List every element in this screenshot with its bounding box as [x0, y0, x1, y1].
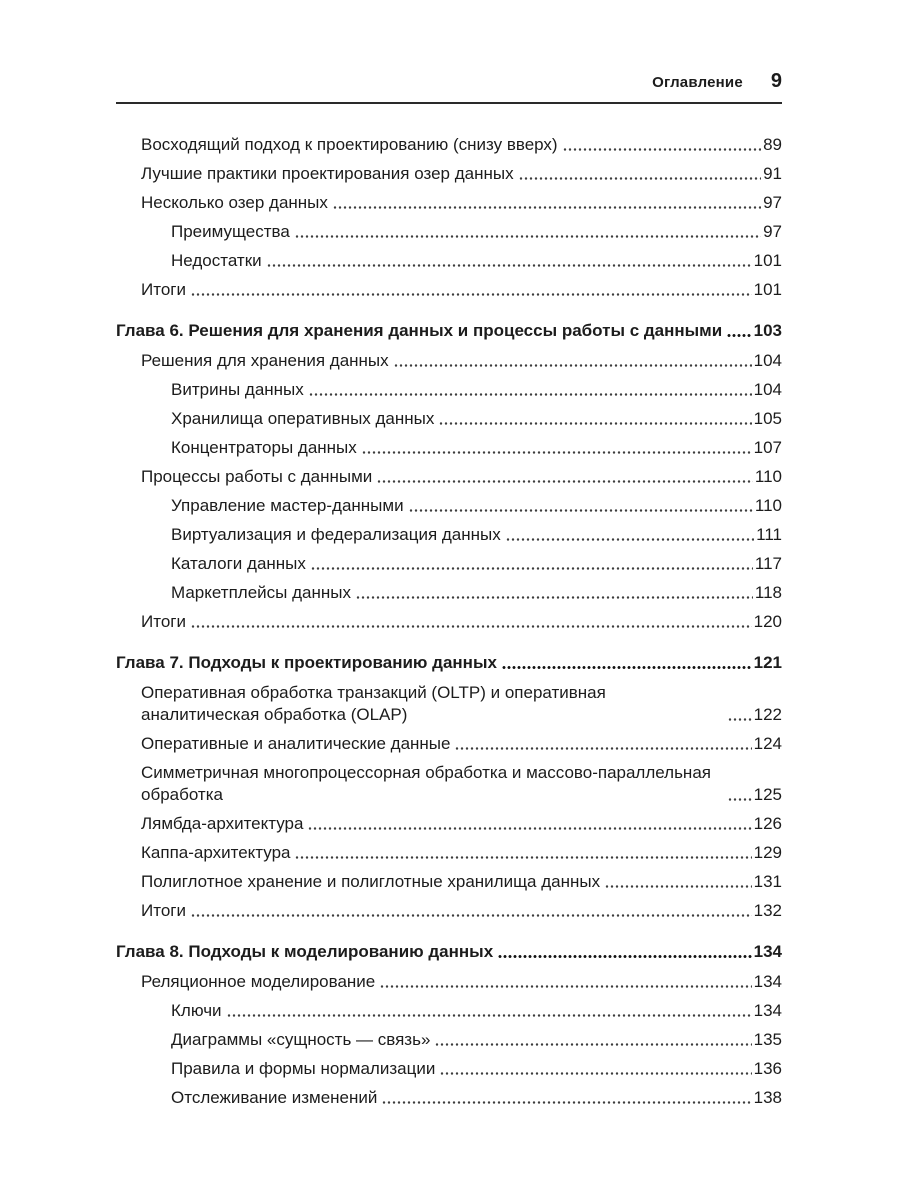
- toc-entry-page: 110: [754, 467, 782, 486]
- dot-leader: [605, 884, 752, 889]
- toc-entry: [141, 813, 782, 835]
- toc-entry-title: Ключи: [171, 1001, 222, 1020]
- toc-entry-title: Витрины данных: [171, 380, 304, 399]
- toc-entry-title: Решения для хранения данных: [141, 351, 389, 370]
- toc-entry: [141, 466, 782, 488]
- dot-leader: [440, 1071, 751, 1076]
- toc-entry-page: 125: [753, 785, 782, 804]
- toc-entry-page: 124: [753, 734, 782, 753]
- toc-entry: [141, 163, 782, 185]
- toc-entry: [141, 900, 782, 922]
- dot-leader: [362, 450, 752, 455]
- toc-entry: [141, 842, 782, 864]
- toc-entry: [141, 134, 782, 156]
- toc-entry: [141, 279, 782, 301]
- dot-leader: [728, 717, 752, 722]
- toc-entry: [141, 871, 782, 893]
- toc-entry-title: Оперативная обработка транзакций (OLTP) и оперативная аналитическая обработка (OLAP): [141, 683, 606, 724]
- dot-leader: [308, 826, 751, 831]
- toc-entry-title: Недостатки: [171, 251, 262, 270]
- toc-entry-title: Восходящий подход к проектированию (снизу вверх): [141, 135, 558, 154]
- toc-list: [116, 134, 782, 1109]
- dot-leader: [377, 479, 753, 484]
- toc-entry-page: 97: [763, 222, 782, 241]
- toc-entry: [141, 682, 782, 726]
- dot-leader: [267, 263, 752, 268]
- toc-entry: [141, 611, 782, 633]
- toc-entry: [171, 1029, 782, 1051]
- toc-entry-title: Управление мастер-данными: [171, 496, 404, 515]
- toc-entry: [141, 192, 782, 214]
- toc-chapter-entry: [116, 652, 782, 674]
- toc-chapter-entry: [116, 941, 782, 963]
- dot-leader: [502, 665, 752, 670]
- toc-entry: [171, 1000, 782, 1022]
- header-title: Оглавление: [652, 74, 743, 91]
- toc-entry-page: 104: [753, 351, 782, 370]
- toc-entry-page: 134: [753, 972, 782, 991]
- toc-entry: [141, 971, 782, 993]
- toc-entry-page: 107: [753, 438, 782, 457]
- toc-entry: [171, 250, 782, 272]
- page-header: [116, 70, 782, 104]
- toc-entry: [171, 1087, 782, 1109]
- toc-entry: [141, 733, 782, 755]
- toc-chapter-entry: [116, 320, 782, 342]
- toc-entry-page: 134: [753, 1001, 782, 1020]
- toc-entry: [171, 221, 782, 243]
- toc-entry-title: Правила и формы нормализации: [171, 1059, 436, 1078]
- toc-entry-page: 136: [753, 1059, 782, 1078]
- dot-leader: [191, 913, 752, 918]
- toc-entry-page: 118: [754, 583, 782, 602]
- toc-entry-page: 101: [753, 251, 782, 270]
- toc-entry-page: 138: [753, 1088, 782, 1107]
- toc-entry-title: Процессы работы с данными: [141, 467, 373, 486]
- page-number: 9: [770, 70, 782, 92]
- toc-entry-title: Глава 8. Подходы к моделированию данных: [116, 942, 494, 961]
- dot-leader: [519, 176, 762, 181]
- toc-entry-title: Каппа-архитектура: [141, 843, 291, 862]
- toc-entry: [141, 350, 782, 372]
- toc-entry-page: 89: [763, 135, 782, 154]
- toc-entry-page: 104: [753, 380, 782, 399]
- dot-leader: [311, 566, 753, 571]
- toc-entry-title: Глава 6. Решения для хранения данных и процессы работы с данными: [116, 321, 723, 340]
- dot-leader: [728, 797, 752, 802]
- toc-entry-title: Преимущества: [171, 222, 290, 241]
- toc-entry: [141, 762, 782, 806]
- toc-entry-title: Хранилища оперативных данных: [171, 409, 435, 428]
- toc-entry-page: 103: [753, 321, 782, 340]
- toc-entry-page: 129: [753, 843, 782, 862]
- toc-entry-page: 91: [763, 164, 782, 183]
- toc-entry-page: 135: [753, 1030, 782, 1049]
- dot-leader: [409, 508, 753, 513]
- toc-entry-title: Маркетплейсы данных: [171, 583, 351, 602]
- toc-entry-page: 120: [753, 612, 782, 631]
- toc-entry-title: Итоги: [141, 612, 186, 631]
- toc-entry: [171, 379, 782, 401]
- dot-leader: [191, 292, 752, 297]
- dot-leader: [333, 205, 761, 210]
- toc-entry: [171, 437, 782, 459]
- toc-entry-page: 122: [753, 705, 782, 724]
- toc-entry-title: Несколько озер данных: [141, 193, 328, 212]
- toc-entry-page: 97: [763, 193, 782, 212]
- dot-leader: [295, 855, 751, 860]
- toc-entry: [171, 408, 782, 430]
- dot-leader: [498, 954, 751, 959]
- toc-entry: [171, 495, 782, 517]
- toc-entry-title: Симметричная многопроцессорная обработка и массово-параллельная обработка: [141, 763, 711, 804]
- toc-entry-title: Реляционное моделирование: [141, 972, 376, 991]
- toc-entry-page: 126: [753, 814, 782, 833]
- dot-leader: [394, 363, 752, 368]
- dot-leader: [227, 1013, 752, 1018]
- dot-leader: [356, 595, 753, 600]
- toc-entry-page: 111: [756, 525, 782, 544]
- toc-entry-title: Итоги: [141, 280, 186, 299]
- toc-entry-page: 132: [753, 901, 782, 920]
- toc-entry: [171, 553, 782, 575]
- toc-entry-title: Оперативные и аналитические данные: [141, 734, 451, 753]
- toc-entry-title: Глава 7. Подходы к проектированию данных: [116, 653, 497, 672]
- dot-leader: [563, 147, 762, 152]
- dot-leader: [295, 234, 761, 239]
- dot-leader: [439, 421, 751, 426]
- dot-leader: [727, 333, 751, 338]
- dot-leader: [455, 746, 751, 751]
- toc-entry-page: 105: [753, 409, 782, 428]
- dot-leader: [382, 1100, 751, 1105]
- toc-entry-title: Итоги: [141, 901, 186, 920]
- toc-entry-title: Концентраторы данных: [171, 438, 357, 457]
- toc-entry-title: Диаграммы «сущность — связь»: [171, 1030, 431, 1049]
- toc-entry: [171, 582, 782, 604]
- toc-entry: [171, 524, 782, 546]
- toc-entry-title: Полиглотное хранение и полиглотные хранилища данных: [141, 872, 601, 891]
- toc-entry: [171, 1058, 782, 1080]
- toc-entry-title: Виртуализация и федерализация данных: [171, 525, 501, 544]
- dot-leader: [506, 537, 754, 542]
- toc-entry-page: 117: [754, 554, 782, 573]
- dot-leader: [380, 984, 751, 989]
- toc-entry-page: 110: [754, 496, 782, 515]
- toc-entry-page: 101: [753, 280, 782, 299]
- toc-entry-page: 121: [753, 653, 782, 672]
- dot-leader: [309, 392, 752, 397]
- toc-entry-page: 134: [753, 942, 782, 961]
- dot-leader: [191, 624, 752, 629]
- dot-leader: [435, 1042, 751, 1047]
- toc-entry-page: 131: [753, 872, 782, 891]
- toc-entry-title: Лучшие практики проектирования озер данных: [141, 164, 514, 183]
- toc-entry-title: Каталоги данных: [171, 554, 306, 573]
- toc-entry-title: Отслеживание изменений: [171, 1088, 378, 1107]
- toc-entry-title: Лямбда-архитектура: [141, 814, 304, 833]
